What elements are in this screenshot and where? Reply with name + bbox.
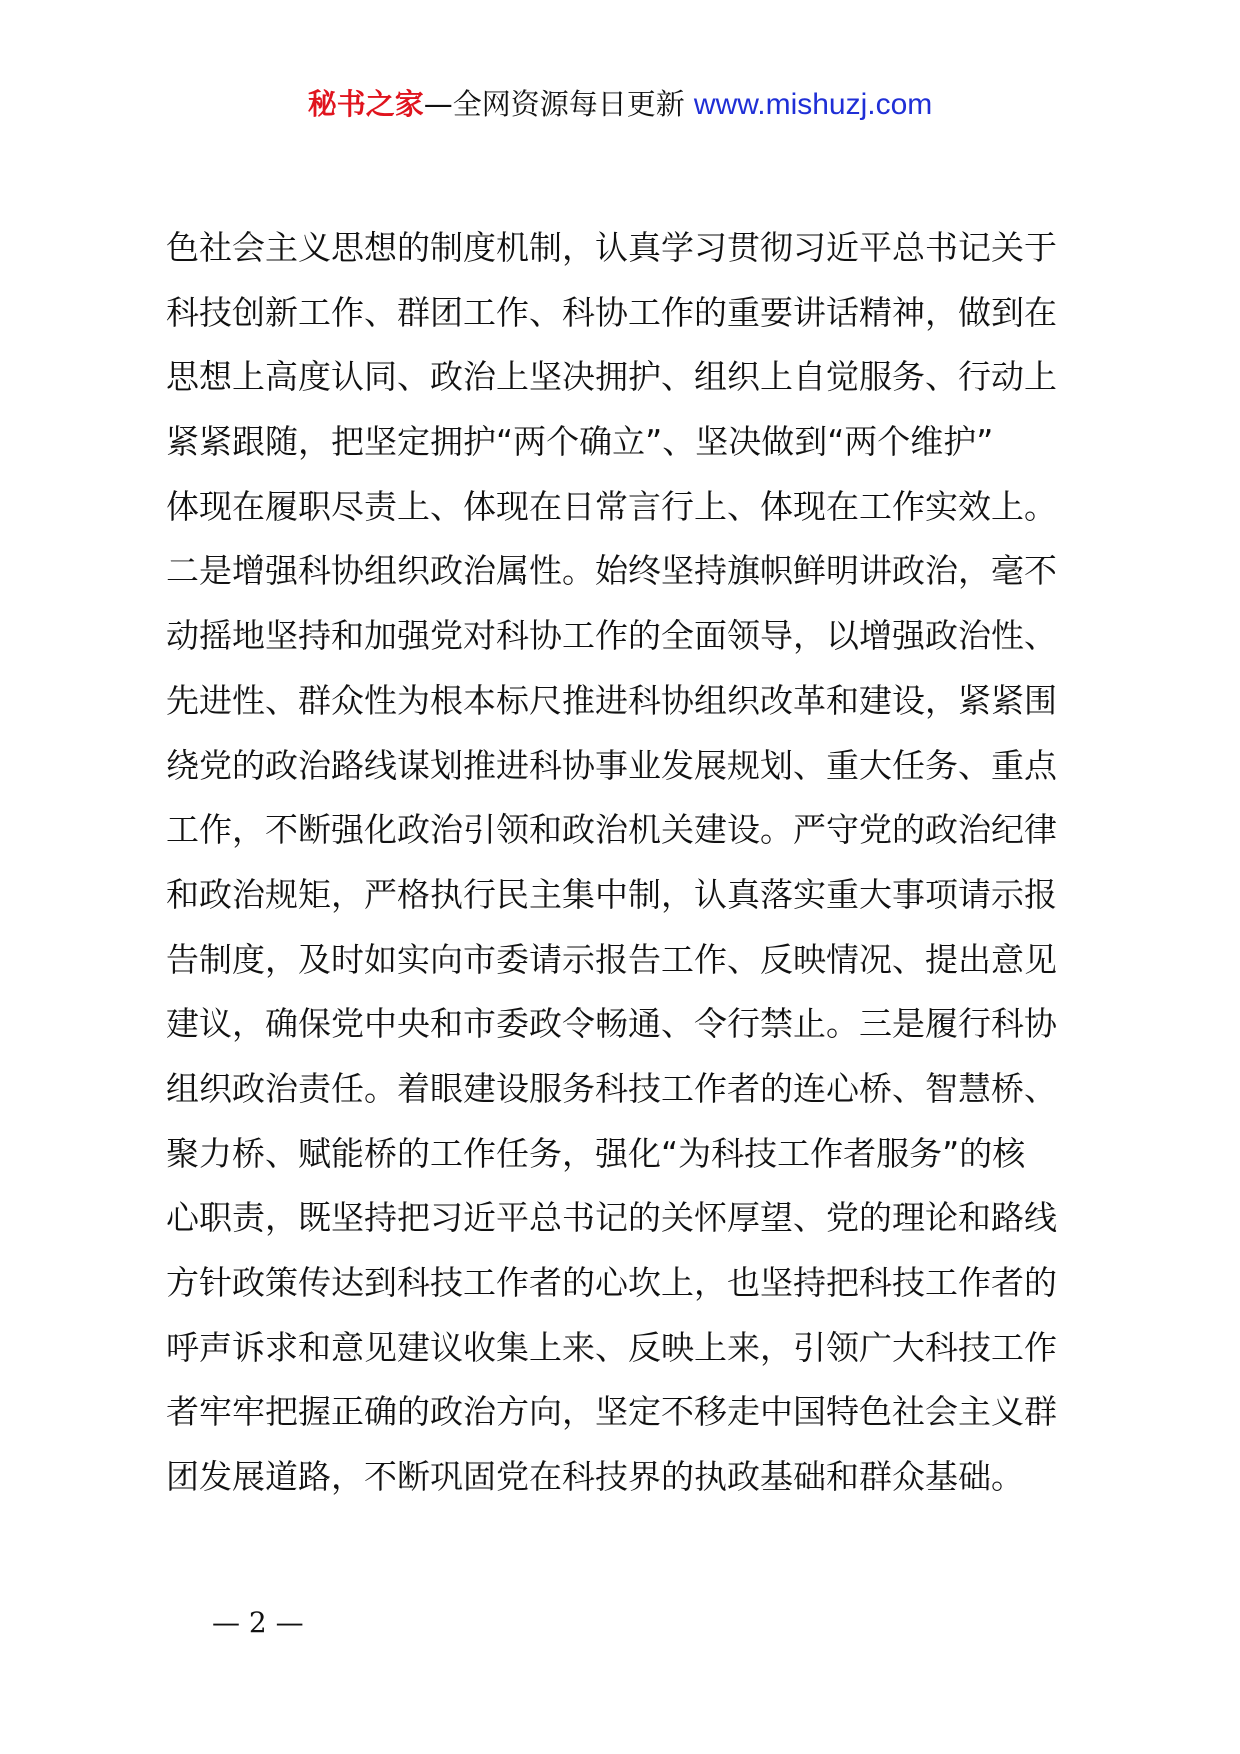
- site-brand: 秘书之家: [307, 87, 424, 121]
- body-line: 体现在履职尽责上、体现在日常言行上、体现在工作实效上。: [166, 486, 1057, 526]
- body-line: 团发展道路，不断巩固党在科技界的执政基础和群众基础。: [166, 1457, 1024, 1497]
- document-body: [166, 216, 1086, 1510]
- body-line: 科技创新工作、群团工作、科协工作的重要讲话精神，做到在: [166, 292, 1057, 332]
- body-line: 聚力桥、赋能桥的工作任务，强化“为科技工作者服务”的核: [166, 1133, 1026, 1173]
- body-line: 色社会主义思想的制度机制，认真学习贯彻习近平总书记关于: [166, 228, 1057, 267]
- body-line: 者牢牢把握正确的政治方向，坚定不移走中国特色社会主义群: [166, 1392, 1057, 1432]
- body-line: 心职责，既坚持把习近平总书记的关怀厚望、党的理论和路线: [166, 1198, 1057, 1238]
- body-line: 工作，不断强化政治引领和政治机关建设。严守党的政治纪律: [166, 810, 1057, 850]
- body-line: 呼声诉求和意见建议收集上来、反映上来，引领广大科技工作: [166, 1327, 1057, 1367]
- body-line: 二是增强科协组织政治属性。始终坚持旗帜鲜明讲政治，毫不: [166, 551, 1057, 591]
- body-line: 和政治规矩，严格执行民主集中制，认真落实重大事项请示报: [166, 874, 1057, 914]
- body-line: 方针政策传达到科技工作者的心坎上，也坚持把科技工作者的: [166, 1263, 1057, 1302]
- body-line: 动摇地坚持和加强党对科协工作的全面领导，以增强政治性、: [166, 616, 1057, 656]
- body-line: 先进性、群众性为根本标尺推进科协组织改革和建设，紧紧围: [166, 680, 1057, 720]
- site-tagline: —全网资源每日更新: [423, 87, 694, 121]
- body-line: 告制度，及时如实向市委请示报告工作、反映情况、提出意见: [166, 939, 1057, 979]
- body-line: 思想上高度认同、政治上坚决拥护、组织上自觉服务、行动上: [166, 357, 1057, 397]
- body-line: 组织政治责任。着眼建设服务科技工作者的连心桥、智慧桥、: [166, 1068, 1057, 1108]
- body-line: 建议，确保党中央和市委政令畅通、令行禁止。三是履行科协: [166, 1004, 1057, 1044]
- page-number: — 2 —: [212, 1606, 304, 1639]
- body-line: 绕党的政治路线谋划推进科协事业发展规划、重大任务、重点: [166, 745, 1057, 785]
- body-line: 紧紧跟随，把坚定拥护“两个确立”、坚决做到“两个维护”: [166, 422, 994, 462]
- site-header: [0, 84, 1240, 125]
- site-url-link[interactable]: www.mishuzj.com: [693, 88, 933, 121]
